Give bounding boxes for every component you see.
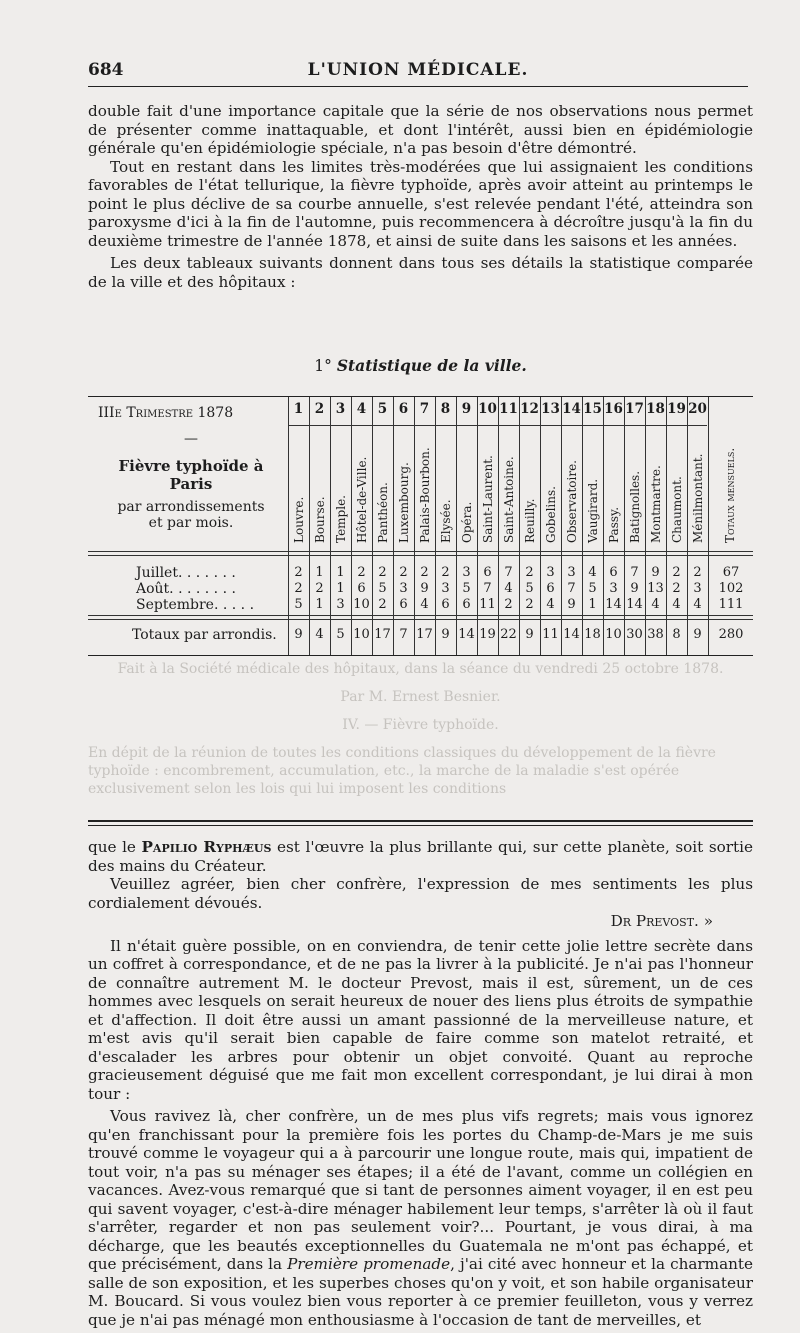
total-cell: 10 (605, 627, 622, 642)
arrondissement-name: Panthéon. (375, 482, 390, 543)
row-total: 102 (718, 581, 744, 596)
table-cell: 2 (357, 565, 366, 580)
table-cell: 9 (420, 581, 429, 596)
table-subheading: et par mois. (148, 515, 234, 531)
arrondissement-name: Bourse. (312, 496, 327, 543)
table-cell: 1 (336, 565, 345, 580)
table-cell: 4 (504, 581, 513, 596)
table-cell: 6 (462, 597, 471, 612)
table-subheading: par arrondissements (117, 499, 265, 515)
table-cell: 3 (567, 565, 576, 580)
table-cell: 3 (462, 565, 471, 580)
total-header: Totaux mensuels. (723, 447, 737, 543)
table-cell: 3 (441, 581, 450, 596)
column-number: 17 (625, 401, 644, 417)
arrondissement-name: Batignolles. (627, 470, 642, 543)
section-rule (88, 825, 753, 826)
page-number: 684 (88, 60, 124, 80)
total-cell: 17 (416, 627, 433, 642)
table-cell: 7 (567, 581, 576, 596)
table-cell: 6 (609, 565, 618, 580)
arrondissement-name: Chaumont. (669, 476, 684, 543)
paragraph: Tout en restant dans les limites très-modérées que lui assignaient les conditions favorables de l'état tellurique, la fièvre typhoïde, après avoir atteint au printemps le point le plus déclive de sa courbe annuelle, s'est relevée pendant l'été, atteindra son paroxysme d'ici à la fin de l'automne, puis recommencera à décroître jusqu'à la fin du deuxième trimestre de l'année 1878, et ainsi de suite dans les saisons et les années. (88, 157, 753, 250)
column-number: 14 (562, 401, 581, 417)
column-number: 12 (520, 401, 539, 417)
total-cell: 30 (626, 627, 643, 642)
table-cell: 2 (525, 597, 534, 612)
column-number: 19 (667, 401, 686, 417)
section-title (88, 356, 753, 375)
column-number: 4 (356, 401, 367, 417)
column-number: 11 (499, 401, 518, 417)
column-number: 6 (398, 401, 409, 417)
table-corner (96, 405, 286, 531)
table-cell: 2 (420, 565, 429, 580)
total-cell: 9 (294, 627, 303, 642)
table-cell: 10 (353, 597, 370, 612)
paragraph: Les deux tableaux suivants donnent dans tous ses détails la statistique comparée de la ville et des hôpitaux : (88, 254, 753, 291)
table-cell: 7 (483, 581, 492, 596)
arrondissement-name: Palais-Bourbon. (417, 447, 432, 543)
table-cell: 3 (399, 581, 408, 596)
total-cell: 19 (479, 627, 496, 642)
column-number: 2 (314, 401, 325, 417)
table-cell: 3 (693, 581, 702, 596)
table-row-label: Septembre. . . . . (136, 597, 255, 613)
arrondissement-name: Temple. (333, 495, 348, 543)
table-cell: 7 (504, 565, 513, 580)
table-cell: 14 (626, 597, 643, 612)
column-number: 16 (604, 401, 623, 417)
arrondissement-name: Elysée. (438, 499, 453, 543)
section-number: 1° (314, 357, 332, 375)
table-cell: 1 (315, 565, 324, 580)
arrondissement-name: Hôtel-de-Ville. (354, 456, 369, 543)
bottom-text (88, 838, 753, 1329)
table-cell: 11 (479, 597, 496, 612)
arrondissement-name: Passy. (606, 506, 621, 543)
table-cell: 2 (525, 565, 534, 580)
total-cell: 17 (374, 627, 391, 642)
table-cell: 13 (647, 581, 664, 596)
table-cell: 3 (546, 565, 555, 580)
arrondissement-name: Reuilly. (522, 498, 537, 543)
column-number: 20 (688, 401, 707, 417)
arrondissement-name: Saint-Antoine. (501, 456, 516, 543)
arrondissement-name: Louvre. (291, 496, 306, 543)
table-cell: 6 (399, 597, 408, 612)
table-cell: 4 (693, 597, 702, 612)
paragraph: double fait d'une importance capitale que la série de nos observations nous permet de présenter comme inattaquable, et dont l'intérêt, aussi bien en épidémiologie générale qu'en épidémiologie spéciale, n'a pas besoin d'être démontré. (88, 102, 753, 157)
totals-row-label: Totaux par arrondis. (132, 627, 277, 643)
grand-total: 280 (718, 627, 744, 642)
paragraph: que le Papilio Ryphæus est l'œuvre la plus brillante qui, sur cette planète, soit sortie des mains du Créateur. (88, 838, 753, 875)
top-text (88, 102, 753, 291)
row-total: 67 (722, 565, 740, 580)
row-total: 111 (718, 597, 744, 612)
table-cell: 2 (672, 565, 681, 580)
total-cell: 10 (353, 627, 370, 642)
table-cell: 14 (605, 597, 622, 612)
table-cell: 5 (588, 581, 597, 596)
table-cell: 2 (315, 581, 324, 596)
column-number: 1 (293, 401, 304, 417)
paragraph: Veuillez agréer, bien cher confrère, l'expression de mes sentiments les plus cordialement dévoués. (88, 875, 753, 912)
table-cell: 6 (441, 597, 450, 612)
column-number: 15 (583, 401, 602, 417)
faded-bleedthrough: Fait à la Société médicale des hôpitaux, dans la séance du vendredi 25 octobre 1878. Par M. Ernest Besnier. IV. — Fièvre typhoïde. En dépit de la réunion de toutes les conditions classiques du développement de la fièvre typhoïde : encombrement, accumulation, etc., la marche de la maladie s'est opérée exclusivement selon les lois qui lui imposent les conditions (88, 661, 724, 797)
table-heading: Fièvre typhoïde à Paris (118, 457, 264, 493)
table-row-label: Juillet. . . . . . . (136, 565, 236, 581)
total-cell: 14 (458, 627, 475, 642)
table-cell: 3 (336, 597, 345, 612)
table-cell: 6 (483, 565, 492, 580)
table-cell: 4 (651, 597, 660, 612)
table-cell: 4 (588, 565, 597, 580)
column-number: 3 (335, 401, 346, 417)
table-cell: 1 (336, 581, 345, 596)
page-header (88, 60, 748, 87)
total-cell: 14 (563, 627, 580, 642)
total-cell: 4 (315, 627, 324, 642)
table-cell: 2 (294, 581, 303, 596)
table-cell: 5 (378, 581, 387, 596)
paragraph: Il n'était guère possible, on en conviendra, de tenir cette jolie lettre secrète dans un coffret à correspondance, et de ne pas la livrer à la publicité. Je n'ai pas l'honneur de connaître autrement M. le docteur Prevost, mais il est, sûrement, un de ces hommes avec lesquels on serait heureux de nouer des liens plus étroits de sympathie et d'affection. Il doit être aussi un amant passionné de la merveilleuse nature, et m'est avis qu'il serait bien capable de faire comme son matelot retraité, et d'escalader les arbres pour obtenir un objet convoité. Quant au reproche gracieusement déguisé que me fait mon excellent correspondant, je lui dirai à mon tour : (88, 936, 753, 1103)
total-cell: 22 (500, 627, 517, 642)
table-cell: 9 (630, 581, 639, 596)
arrondissement-name: Ménilmontant. (690, 453, 705, 543)
table-cell: 5 (525, 581, 534, 596)
column-number: 5 (377, 401, 388, 417)
table-cell: 4 (672, 597, 681, 612)
arrondissement-name: Observatoire. (564, 460, 579, 543)
table-cell: 5 (294, 597, 303, 612)
total-cell: 18 (584, 627, 601, 642)
table-cell: 6 (546, 581, 555, 596)
table-cell: 2 (504, 597, 513, 612)
arrondissement-name: Vaugirard. (585, 478, 600, 543)
column-number: 13 (541, 401, 560, 417)
table-cell: 7 (630, 565, 639, 580)
arrondissement-name: Saint-Laurent. (480, 455, 495, 543)
trimester-label: IIIe Trimestre 1878 (98, 405, 234, 421)
total-cell: 11 (542, 627, 559, 642)
table-cell: 2 (399, 565, 408, 580)
running-title: L'UNION MÉDICALE. (307, 60, 529, 80)
table-cell: 1 (315, 597, 324, 612)
arrondissement-name: Opéra. (459, 501, 474, 543)
column-number: 8 (440, 401, 451, 417)
arrondissement-name: Luxembourg. (396, 462, 411, 543)
arrondissement-name: Gobelins. (543, 486, 558, 543)
table-cell: 2 (378, 597, 387, 612)
table-cell: 4 (546, 597, 555, 612)
column-number: 9 (461, 401, 472, 417)
table-cell: 3 (609, 581, 618, 596)
total-cell: 38 (647, 627, 664, 642)
paragraph: Vous ravivez là, cher confrère, un de mes plus vifs regrets; mais vous ignorez qu'en franchissant pour la première fois les portes du Champ-de-Mars je me suis trouvé comme le voyageur qui a à parcourir une longue route, mais qui, impatient de tout voir, n'a pas su ménager ses étapes; il a été de l'avant, comme un collégien en vacances. Avez-vous remarqué que si tant de personnes aiment voyager, il en est peu qui savent voyager, c'est-à-dire ménager habilement leur temps, s'arrêter là où il faut s'arrêter, regarder et non pas seulement voir?... Pourtant, je vous dirai, à ma décharge, que les beautés exceptionnelles du Guatemala ne m'ont pas échappé, et que précisément, dans la Première promenade, j'ai cité avec honneur et la charmante salle de son exposition, et les superbes choses qu'on y voit, et son habile organisateur M. Boucard. Si vous voulez bien vous reporter à ce premier feuilleton, vous y verrez que je n'ai pas ménagé mon enthousiasme à l'occasion de tant de merveilles, et (88, 1107, 754, 1329)
table-cell: 4 (420, 597, 429, 612)
table-cell: 2 (693, 565, 702, 580)
table-cell: 1 (588, 597, 597, 612)
total-cell: 9 (525, 627, 534, 642)
total-cell: 5 (336, 627, 345, 642)
table-cell: 5 (462, 581, 471, 596)
table-cell: 2 (294, 565, 303, 580)
total-cell: 9 (441, 627, 450, 642)
table-cell: 9 (651, 565, 660, 580)
column-number: 10 (478, 401, 497, 417)
table-row-label: Août. . . . . . . . (136, 581, 236, 597)
statistics-table (88, 396, 753, 656)
table-cell: 2 (441, 565, 450, 580)
section-label: Statistique de la ville. (336, 356, 527, 375)
signature: Dr Prevost. » (610, 912, 713, 930)
arrondissement-name: Montmartre. (648, 465, 663, 543)
column-number: 7 (419, 401, 430, 417)
section-rule (88, 820, 753, 822)
table-cell: 6 (357, 581, 366, 596)
dash: — (184, 431, 198, 447)
total-cell: 9 (693, 627, 702, 642)
table-cell: 2 (672, 581, 681, 596)
table-cell: 9 (567, 597, 576, 612)
column-number: 18 (646, 401, 665, 417)
table-cell: 2 (378, 565, 387, 580)
total-cell: 7 (399, 627, 408, 642)
total-cell: 8 (672, 627, 681, 642)
